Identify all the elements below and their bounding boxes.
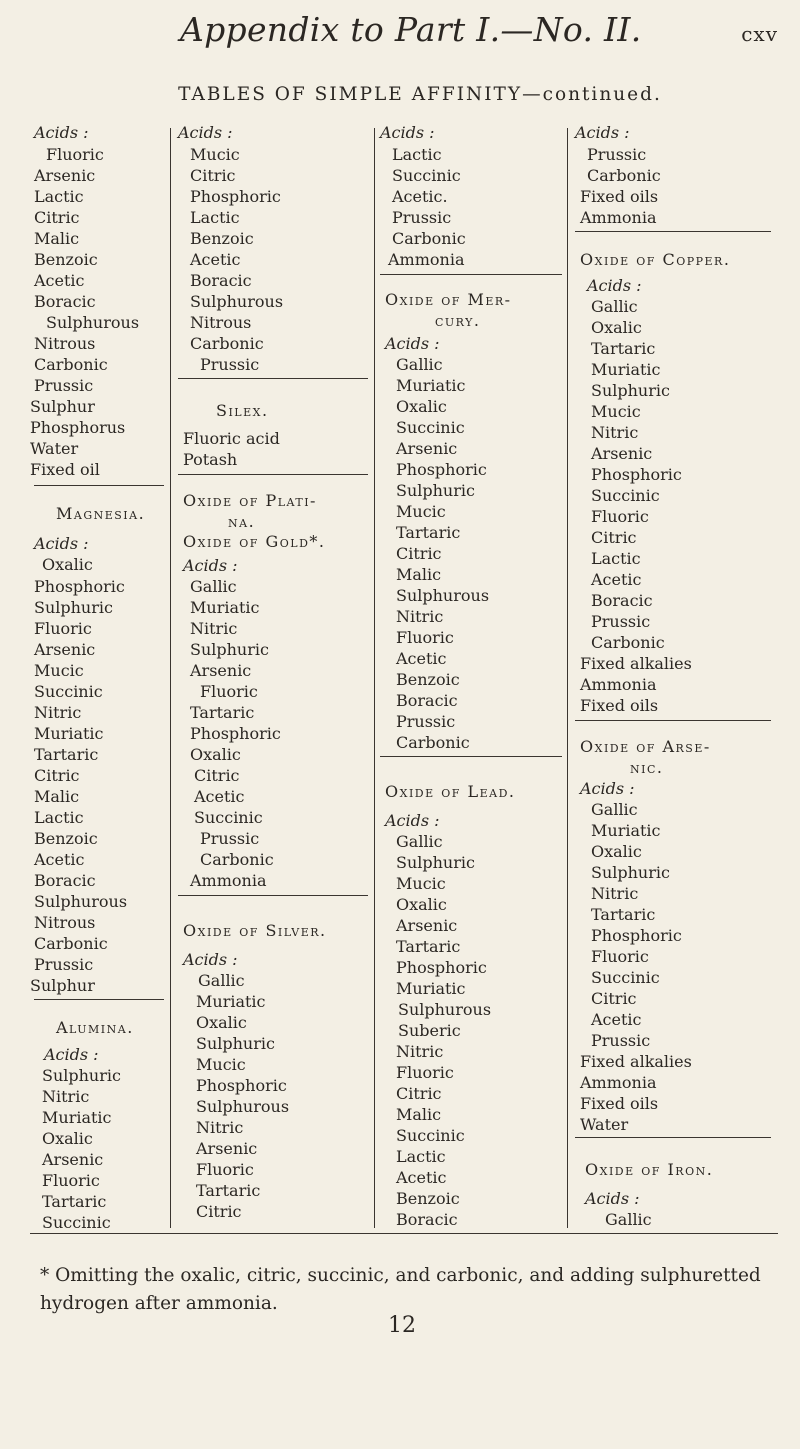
footnote: * Omitting the oxalic, citric, succinic, and carbonic, and adding sulphuretted hydrogen after ammonia.	[40, 1265, 761, 1314]
substance-entry: Malic	[34, 787, 80, 806]
substance-entry: Nitric	[591, 423, 639, 442]
substance-entry: Fluoric	[34, 619, 92, 638]
substance-entry: Fixed oil	[30, 460, 100, 479]
section-heading: cury.	[435, 311, 481, 330]
substance-entry: Gallic	[396, 355, 443, 374]
section-divider	[380, 756, 562, 757]
substance-entry: Lactic	[392, 145, 442, 164]
substance-entry: Citric	[396, 1084, 442, 1103]
substance-entry: Carbonic	[587, 166, 661, 185]
substance-entry: Succinic	[392, 166, 461, 185]
substance-entry: Sulphurous	[196, 1097, 290, 1116]
substance-entry: Nitric	[196, 1118, 244, 1137]
substance-entry: Malic	[34, 229, 80, 248]
substance-entry: Phosphoric	[34, 577, 125, 596]
bottom-rule	[30, 1233, 778, 1234]
substance-entry: Acetic	[34, 850, 85, 869]
substance-entry: Benzoic	[34, 250, 98, 269]
substance-entry: Sulphur	[30, 397, 95, 416]
substance-entry: Benzoic	[396, 1189, 460, 1208]
substance-entry: Sulphurous	[34, 892, 128, 911]
substance-entry: Oxalic	[196, 1013, 247, 1032]
substance-entry: Citric	[591, 528, 637, 547]
substance-entry: Sulphurous	[396, 586, 490, 605]
section-divider	[575, 231, 771, 232]
substance-entry: Succinic	[396, 1126, 465, 1145]
substance-entry: Sulphurous	[398, 1000, 492, 1019]
substance-entry: Arsenic	[34, 640, 96, 659]
substance-entry: Lactic	[591, 549, 641, 568]
substance-entry: Mucic	[196, 1055, 246, 1074]
substance-entry: Prussic	[587, 145, 647, 164]
substance-entry: Arsenic	[396, 916, 458, 935]
substance-entry: Fluoric	[396, 1063, 454, 1082]
substance-entry: Prussic	[392, 208, 452, 227]
substance-entry: Oxalic	[591, 318, 642, 337]
substance-entry: Mucic	[591, 402, 641, 421]
substance-entry: Arsenic	[196, 1139, 258, 1158]
substance-entry: Carbonic	[396, 733, 470, 752]
page-number: cxv	[741, 22, 778, 46]
substance-entry: Succinic	[591, 486, 660, 505]
substance-entry: Muriatic	[591, 821, 661, 840]
substance-entry: Nitric	[591, 884, 639, 903]
acids-label: Acids :	[385, 334, 440, 353]
substance-entry: Gallic	[605, 1210, 652, 1229]
substance-entry: Succinic	[42, 1213, 111, 1232]
substance-entry: Tartaric	[591, 339, 656, 358]
substance-entry: Citric	[34, 208, 80, 227]
substance-entry: Boracic	[34, 292, 96, 311]
substance-entry: Carbonic	[392, 229, 466, 248]
acids-label: Acids :	[183, 556, 238, 575]
substance-entry: Acetic	[194, 787, 245, 806]
substance-entry: Mucic	[34, 661, 84, 680]
substance-entry: Mucic	[396, 874, 446, 893]
substance-entry: Succinic	[194, 808, 263, 827]
substance-entry: Lactic	[396, 1147, 446, 1166]
substance-entry: Mucic	[396, 502, 446, 521]
substance-entry: Sulphuric	[34, 598, 113, 617]
substance-entry: Sulphuric	[190, 640, 269, 659]
section-heading: Oxide of Iron.	[585, 1160, 714, 1179]
substance-entry: Sulphuric	[591, 381, 670, 400]
substance-entry: Arsenic	[42, 1150, 104, 1169]
substance-entry: Citric	[34, 766, 80, 785]
acids-label: Acids :	[587, 276, 642, 295]
substance-entry: Oxalic	[396, 895, 447, 914]
substance-entry: Muriatic	[396, 979, 466, 998]
substance-entry: Nitric	[42, 1087, 90, 1106]
substance-entry: Gallic	[591, 297, 638, 316]
substance-entry: Lactic	[190, 208, 240, 227]
acids-label: Acids :	[34, 534, 89, 553]
substance-entry: Ammonia	[580, 208, 657, 227]
folio: 12	[388, 1313, 416, 1338]
substance-entry: Ammonia	[190, 871, 267, 890]
substance-entry: Benzoic	[396, 670, 460, 689]
substance-entry: Nitric	[396, 1042, 444, 1061]
substance-entry: Acetic	[396, 649, 447, 668]
column-divider	[374, 128, 375, 1228]
substance-entry: Fluoric	[396, 628, 454, 647]
substance-entry: Gallic	[396, 832, 443, 851]
column-divider	[170, 128, 171, 1228]
substance-entry: Sulphur	[30, 976, 95, 995]
substance-entry: Acetic	[34, 271, 85, 290]
substance-entry: Carbonic	[34, 355, 108, 374]
acids-label: Acids :	[385, 811, 440, 830]
substance-entry: Suberic	[398, 1021, 461, 1040]
substance-entry: Ammonia	[580, 1073, 657, 1092]
substance-entry: Citric	[591, 989, 637, 1008]
section-divider	[178, 474, 368, 475]
substance-entry: Oxalic	[190, 745, 241, 764]
acids-label: Acids :	[34, 123, 89, 142]
substance-entry: Muriatic	[34, 724, 104, 743]
substance-entry: Phosphoric	[190, 724, 281, 743]
substance-entry: Succinic	[591, 968, 660, 987]
substance-entry: Phosphoric	[196, 1076, 287, 1095]
substance-entry: Arsenic	[34, 166, 96, 185]
section-heading: Oxide of Gold*.	[183, 532, 326, 551]
substance-entry: Muriatic	[196, 992, 266, 1011]
substance-entry: Muriatic	[396, 376, 466, 395]
acids-label: Acids :	[183, 950, 238, 969]
substance-entry: Oxalic	[396, 397, 447, 416]
acids-label: Acids :	[44, 1045, 99, 1064]
substance-entry: Prussic	[591, 1031, 651, 1050]
substance-entry: Succinic	[34, 682, 103, 701]
section-heading: Oxide of Silver.	[183, 921, 327, 940]
substance-entry: Boracic	[34, 871, 96, 890]
substance-entry: Potash	[183, 450, 238, 469]
substance-entry: Prussic	[34, 955, 94, 974]
table-title: TABLES OF SIMPLE AFFINITY—continued.	[178, 84, 662, 105]
substance-entry: Prussic	[34, 376, 94, 395]
acids-label: Acids :	[178, 123, 233, 142]
substance-entry: Fixed alkalies	[580, 654, 692, 673]
substance-entry: Sulphurous	[190, 292, 284, 311]
substance-entry: Lactic	[34, 808, 84, 827]
substance-entry: Oxalic	[42, 1129, 93, 1148]
substance-entry: Boracic	[396, 691, 458, 710]
substance-entry: Tartaric	[591, 905, 656, 924]
section-divider	[178, 378, 368, 379]
substance-entry: Acetic	[396, 1168, 447, 1187]
substance-entry: Prussic	[591, 612, 651, 631]
substance-entry: Gallic	[190, 577, 237, 596]
substance-entry: Carbonic	[190, 334, 264, 353]
substance-entry: Sulphuric	[396, 481, 475, 500]
substance-entry: Tartaric	[42, 1192, 107, 1211]
substance-entry: Carbonic	[34, 934, 108, 953]
substance-entry: Boracic	[190, 271, 252, 290]
substance-entry: Oxalic	[42, 555, 93, 574]
substance-entry: Malic	[396, 1105, 442, 1124]
acids-label: Acids :	[580, 779, 635, 798]
substance-entry: Boracic	[591, 591, 653, 610]
section-heading: Oxide of Arse-	[580, 737, 711, 756]
section-heading: Oxide of Copper.	[580, 250, 731, 269]
substance-entry: Muriatic	[591, 360, 661, 379]
substance-entry: Sulphurous	[46, 313, 140, 332]
section-heading: na.	[228, 512, 256, 531]
substance-entry: Arsenic	[396, 439, 458, 458]
section-heading: Oxide of Plati-	[183, 491, 317, 510]
substance-entry: Lactic	[34, 187, 84, 206]
substance-entry: Sulphuric	[591, 863, 670, 882]
section-divider	[575, 1137, 771, 1138]
substance-entry: Fixed oils	[580, 187, 659, 206]
substance-entry: Phosphoric	[190, 187, 281, 206]
section-divider	[380, 274, 562, 275]
substance-entry: Fluoric	[46, 145, 104, 164]
substance-entry: Succinic	[396, 418, 465, 437]
section-heading: nic.	[630, 758, 664, 777]
substance-entry: Gallic	[198, 971, 245, 990]
substance-entry: Fixed oils	[580, 696, 659, 715]
substance-entry: Prussic	[396, 712, 456, 731]
substance-entry: Fixed alkalies	[580, 1052, 692, 1071]
substance-entry: Boracic	[396, 1210, 458, 1229]
substance-entry: Nitric	[34, 703, 82, 722]
substance-entry: Tartaric	[196, 1181, 261, 1200]
substance-entry: Mucic	[190, 145, 240, 164]
substance-entry: Prussic	[200, 355, 260, 374]
substance-entry: Acetic.	[392, 187, 448, 206]
substance-entry: Tartaric	[34, 745, 99, 764]
substance-entry: Citric	[196, 1202, 242, 1221]
section-heading: Oxide of Lead.	[385, 782, 516, 801]
acids-label: Acids :	[380, 123, 435, 142]
substance-entry: Carbonic	[200, 850, 274, 869]
section-divider	[34, 485, 164, 486]
substance-entry: Gallic	[591, 800, 638, 819]
substance-entry: Nitrous	[34, 913, 96, 932]
section-divider	[178, 895, 368, 896]
substance-entry: Acetic	[591, 570, 642, 589]
substance-entry: Fluoric	[196, 1160, 254, 1179]
affinity-table	[30, 123, 778, 1230]
substance-entry: Benzoic	[190, 229, 254, 248]
substance-entry: Fluoric acid	[183, 429, 280, 448]
substance-entry: Nitric	[396, 607, 444, 626]
substance-entry: Muriatic	[42, 1108, 112, 1127]
section-heading: Magnesia.	[56, 504, 146, 523]
substance-entry: Nitrous	[190, 313, 252, 332]
substance-entry: Fluoric	[591, 507, 649, 526]
acids-label: Acids :	[585, 1189, 640, 1208]
substance-entry: Citric	[190, 166, 236, 185]
substance-entry: Fixed oils	[580, 1094, 659, 1113]
section-heading: Oxide of Mer-	[385, 290, 512, 309]
substance-entry: Acetic	[190, 250, 241, 269]
substance-entry: Tartaric	[190, 703, 255, 722]
substance-entry: Fluoric	[200, 682, 258, 701]
substance-entry: Citric	[396, 544, 442, 563]
substance-entry: Muriatic	[190, 598, 260, 617]
substance-entry: Nitrous	[34, 334, 96, 353]
section-divider	[575, 720, 771, 721]
substance-entry: Sulphuric	[196, 1034, 275, 1053]
substance-entry: Malic	[396, 565, 442, 584]
substance-entry: Citric	[194, 766, 240, 785]
substance-entry: Fluoric	[591, 947, 649, 966]
substance-entry: Carbonic	[591, 633, 665, 652]
column-divider	[567, 128, 568, 1228]
substance-entry: Fluoric	[42, 1171, 100, 1190]
substance-entry: Nitric	[190, 619, 238, 638]
substance-entry: Oxalic	[591, 842, 642, 861]
substance-entry: Phosphoric	[591, 926, 682, 945]
running-header: Appendix to Part I.—No. II.	[180, 10, 642, 49]
substance-entry: Ammonia	[388, 250, 465, 269]
substance-entry: Phosphoric	[591, 465, 682, 484]
substance-entry: Tartaric	[396, 523, 461, 542]
substance-entry: Arsenic	[591, 444, 653, 463]
substance-entry: Phosphoric	[396, 460, 487, 479]
substance-entry: Arsenic	[190, 661, 252, 680]
substance-entry: Benzoic	[34, 829, 98, 848]
substance-entry: Prussic	[200, 829, 260, 848]
substance-entry: Water	[30, 439, 79, 458]
section-heading: Alumina.	[56, 1018, 134, 1037]
substance-entry: Phosphoric	[396, 958, 487, 977]
section-heading: Silex.	[216, 401, 269, 420]
substance-entry: Acetic	[591, 1010, 642, 1029]
acids-label: Acids :	[575, 123, 630, 142]
substance-entry: Phosphorus	[30, 418, 126, 437]
substance-entry: Sulphuric	[396, 853, 475, 872]
substance-entry: Ammonia	[580, 675, 657, 694]
substance-entry: Sulphuric	[42, 1066, 121, 1085]
section-divider	[34, 999, 164, 1000]
substance-entry: Water	[580, 1115, 629, 1134]
substance-entry: Tartaric	[396, 937, 461, 956]
